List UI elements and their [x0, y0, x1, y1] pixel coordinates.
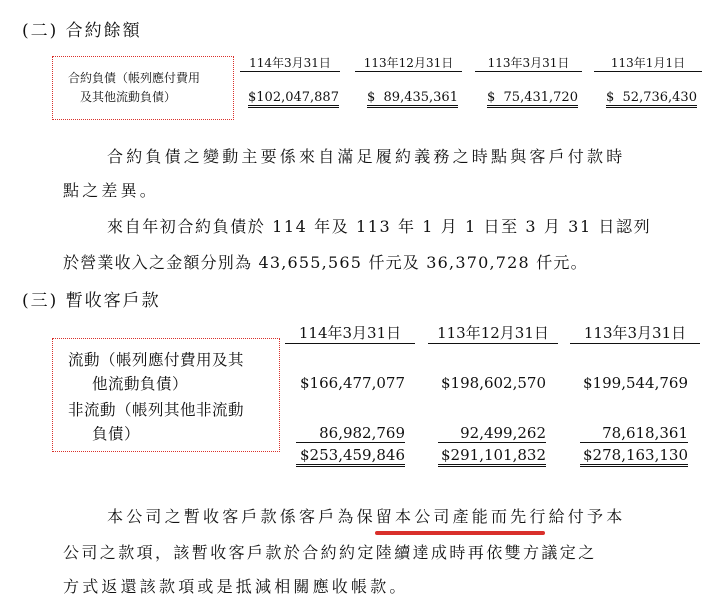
section2-value-1: $102,047,887 — [248, 90, 339, 105]
section3-total-3: $278,163,130 — [580, 446, 688, 467]
section2-heading: (二) 合約餘額 — [22, 21, 142, 41]
section2-value-4: $ 52,736,430 — [606, 90, 697, 105]
section3-row1-value-3: $199,544,769 — [583, 374, 688, 392]
section3-col-header-1: 114年3月31日 — [285, 322, 415, 344]
section3-row1-label-line2: 他流動負債） — [92, 375, 189, 393]
section2-paragraph2-line2: 於營業收入之金額分別為 43,655,565 仟元及 36,370,728 仟元。 — [63, 253, 588, 272]
section2-paragraph1-line2: 點之差異。 — [63, 181, 160, 200]
section3-row2-label-line1: 非流動（帳列其他非流動 — [68, 401, 245, 419]
section2-paragraph1-line1: 合約負債之變動主要係來自滿足履約義務之時點與客戶付款時 — [107, 147, 626, 166]
section3-row2-value-2: 92,499,262 — [438, 424, 546, 443]
section3-total-2: $291,101,832 — [438, 446, 546, 467]
section2-paragraph2-line1: 來自年初合約負債於 114 年及 113 年 1 月 1 日至 3 月 31 日認列 — [107, 217, 652, 236]
section3-row2-label-line2: 負債） — [92, 425, 141, 443]
section2-col-header-1: 114年3月31日 — [240, 54, 340, 72]
section2-col-header-2: 113年12月31日 — [355, 54, 462, 72]
section2-value-3: $ 75,431,720 — [487, 90, 578, 105]
section2-row-label-line2: 及其他流動負債） — [80, 90, 177, 104]
section2-value-2: $ 89,435,361 — [367, 90, 458, 105]
section3-row2-value-1: 86,982,769 — [296, 424, 405, 443]
section3-col-header-3: 113年3月31日 — [570, 322, 700, 344]
section3-total-1: $253,459,846 — [296, 446, 405, 467]
section3-row1-value-2: $198,602,570 — [441, 374, 546, 392]
highlight-underline — [375, 531, 545, 535]
section3-heading: (三) 暫收客戶款 — [22, 291, 161, 311]
section3-col-header-2: 113年12月31日 — [428, 322, 558, 344]
section3-row1-value-1: $166,477,077 — [300, 374, 405, 392]
section2-col-header-4: 113年1月1日 — [594, 54, 702, 72]
section2-col-header-3: 113年3月31日 — [475, 54, 582, 72]
section3-paragraph-line2: 公司之款項，該暫收客戶款於合約約定陸續達成時再依雙方議定之 — [63, 543, 597, 562]
section2-row-label-line1: 合約負債（帳列應付費用 — [68, 71, 201, 85]
section3-paragraph-line1: 本公司之暫收客戶款係客戶為保留本公司產能而先行給付予本 — [107, 507, 626, 526]
section3-paragraph-line3: 方式返還該款項或是抵減相關應收帳款。 — [63, 577, 409, 596]
section3-row1-label-line1: 流動（帳列應付費用及其 — [68, 351, 245, 369]
section3-row2-value-3: 78,618,361 — [580, 424, 688, 443]
